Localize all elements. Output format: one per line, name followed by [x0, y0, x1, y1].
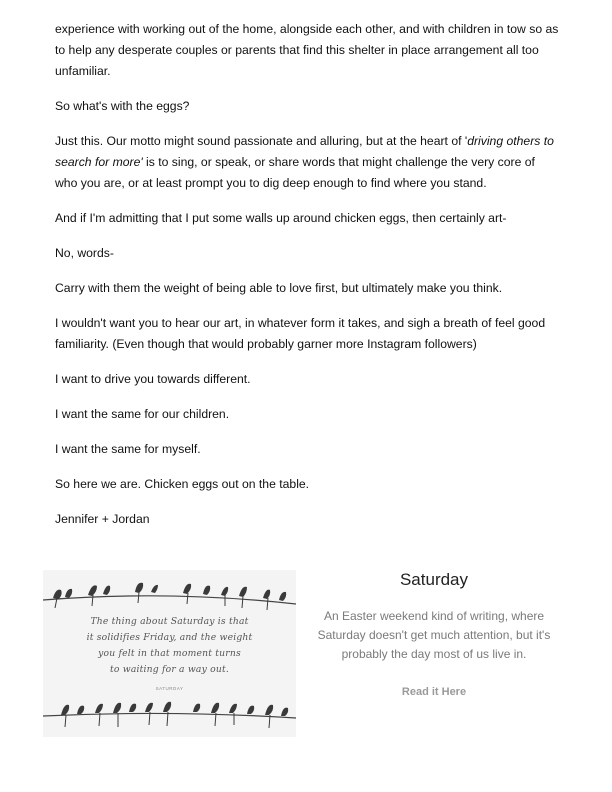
- article-paragraph: And if I'm admitting that I put some walls up around chicken eggs, then certainly art-: [55, 211, 507, 225]
- article-paragraph: [55, 131, 560, 194]
- related-post-description: An Easter weekend kind of writing, where Saturday doesn't get much attention, but it's probably the day most of us live in.: [317, 609, 551, 661]
- related-post-title[interactable]: Saturday: [399, 570, 469, 589]
- read-it-here-link[interactable]: Read it Here: [401, 686, 467, 698]
- related-post-image[interactable]: [43, 570, 296, 737]
- article-paragraph: I wouldn't want you to hear our art, in whatever form it takes, and sigh a breath of feel good familiarity. (Even though that would probably garner more Instagram followers): [55, 316, 546, 351]
- article-paragraph: So here we are. Chicken eggs out on the table.: [55, 477, 310, 491]
- article-text: Just this. Our motto might sound passionate and alluring, but at the heart of ': [55, 134, 468, 148]
- image-quote-line: The thing about Saturday is that: [90, 616, 249, 627]
- article-paragraph: I want the same for myself.: [55, 442, 201, 456]
- article-body: [55, 19, 560, 530]
- article-paragraph: No, words-: [55, 246, 114, 260]
- article-text: is to sing, or speak, or share words that might challenge the very core of who you are, or at least prompt you to dig deep enough to find where you stand.: [55, 155, 535, 190]
- article-paragraph: I want to drive you towards different.: [55, 372, 251, 386]
- image-caption: SATURDAY: [155, 686, 184, 691]
- image-quote-line: it solidifies Friday, and the weight: [86, 632, 253, 643]
- motto-italic: driving others to search for more': [55, 134, 554, 169]
- article-paragraph: Carry with them the weight of being able to love first, but ultimately make you think.: [55, 281, 503, 295]
- image-quote-line: you felt in that moment turns: [98, 648, 241, 659]
- article-paragraph: experience with working out of the home, alongside each other, and with children in tow so as to help any desperate couples or parents that find this shelter in place arrangement all too unfamiliar.: [55, 22, 559, 78]
- image-quote: [57, 614, 282, 678]
- image-quote-line: to waiting for a way out.: [110, 664, 229, 675]
- article-paragraph: I want the same for our children.: [55, 407, 230, 421]
- article-paragraph: So what's with the eggs?: [55, 99, 190, 113]
- article-signature: Jennifer + Jordan: [55, 512, 150, 526]
